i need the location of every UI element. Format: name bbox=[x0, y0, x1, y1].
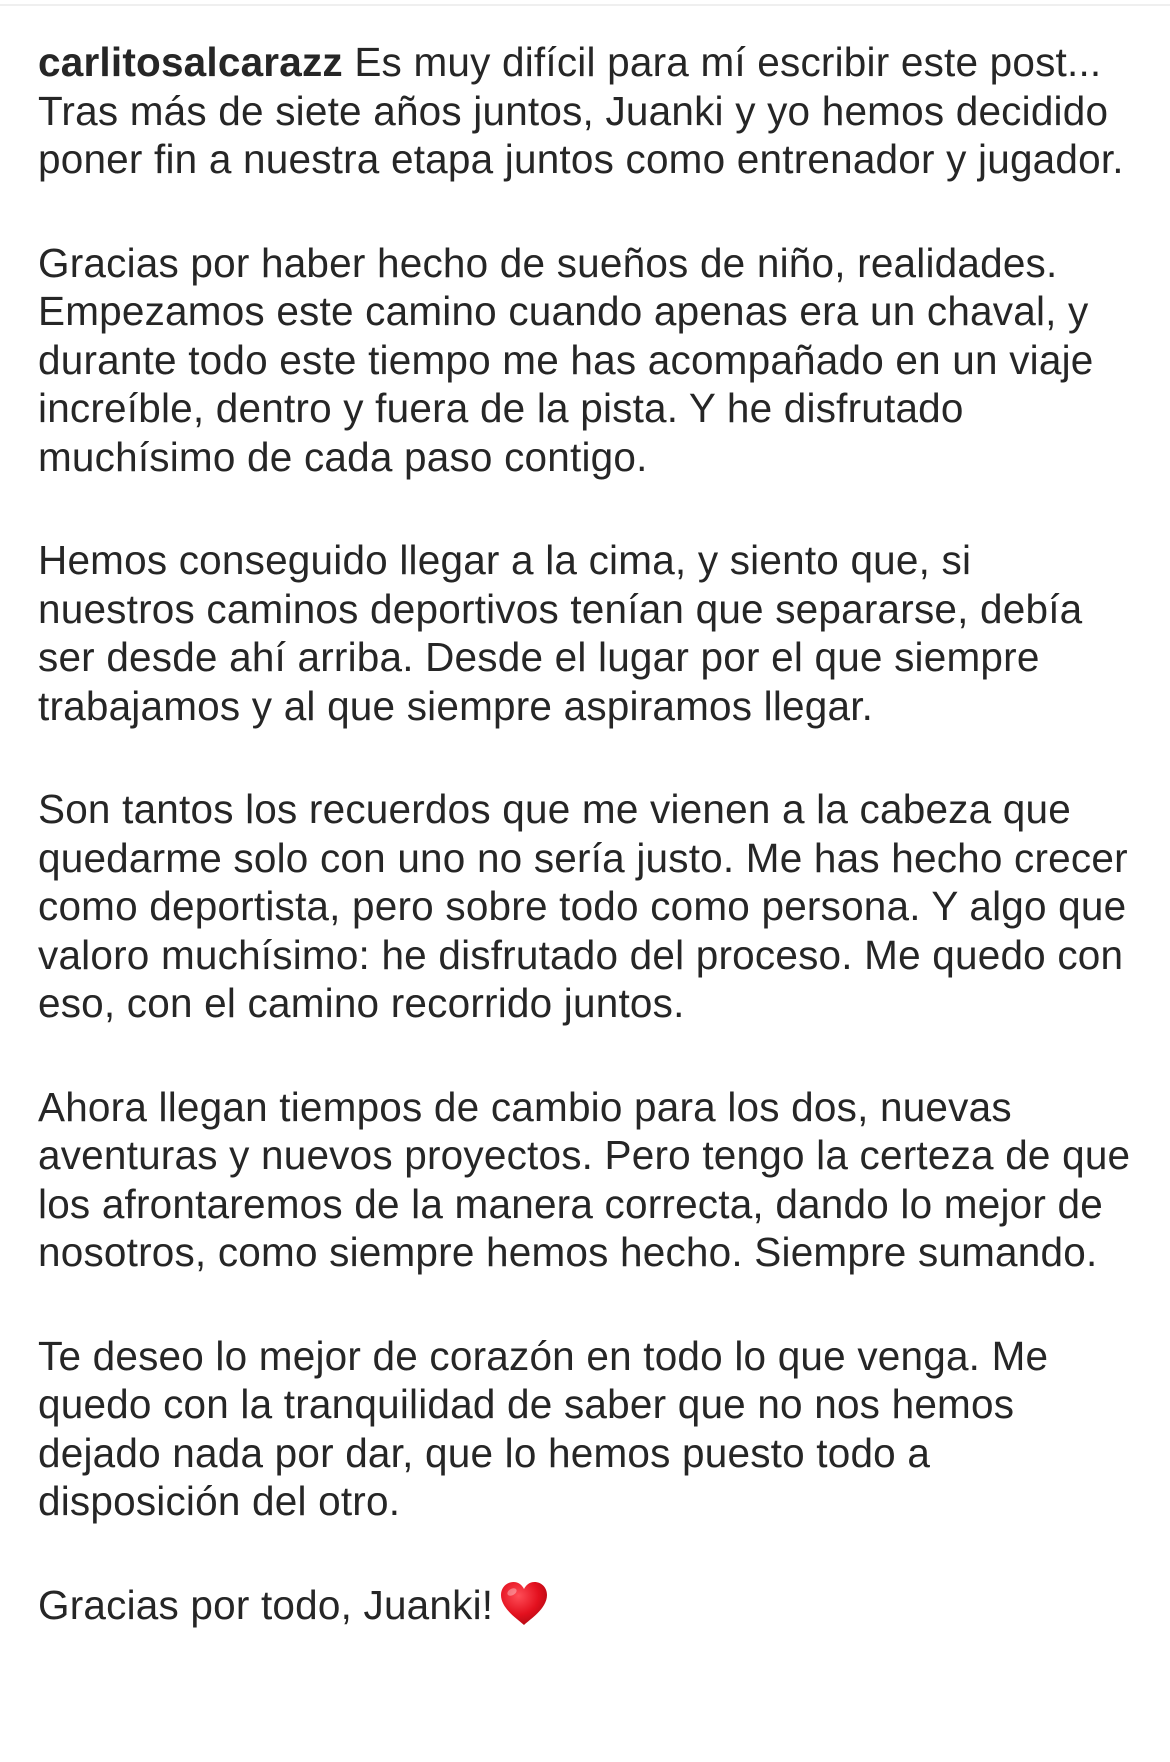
caption-paragraph-intro bbox=[38, 38, 1138, 184]
intro-text: Es muy difícil para mí escribir este post... Tras más de siete años juntos, Juanki y yo hemos decidido poner fin a nuestra etapa juntos como entrenador y jugador. bbox=[38, 39, 1124, 182]
post-caption bbox=[38, 38, 1138, 1629]
closing-text: Gracias por todo, Juanki! bbox=[38, 1581, 494, 1628]
caption-paragraph-2: Hemos conseguido llegar a la cima, y siento que, si nuestros caminos deportivos tenían que separarse, debía ser desde ahí arriba. Desde el lugar por el que siempre trabajamos y al que siempre aspiramos llegar. bbox=[38, 537, 1083, 729]
caption-paragraph-4: Ahora llegan tiempos de cambio para los dos, nuevas aventuras y nuevos proyectos. Pero tengo la certeza de que los afrontaremos de la manera correcta, dando lo mejor de nosotros, como siempre hemos hecho. Siempre sumando. bbox=[38, 1083, 1131, 1275]
top-divider bbox=[0, 4, 1170, 6]
username-link[interactable]: carlitosalcarazz bbox=[38, 39, 343, 85]
caption-paragraph-closing bbox=[38, 1581, 1138, 1630]
caption-paragraph-1: Gracias por haber hecho de sueños de niño, realidades. Empezamos este camino cuando apenas era un chaval, y durante todo este tiempo me has acompañado en un viaje increíble, dentro y fuera de la pista. Y he disfrutado muchísimo de cada paso contigo. bbox=[38, 239, 1094, 480]
caption-paragraph-3: Son tantos los recuerdos que me vienen a la cabeza que quedarme solo con uno no sería justo. Me has hecho crecer como deportista, pero sobre todo como persona. Y algo que valoro muchísimo: he disfrutado del proceso. Me quedo con eso, con el camino recorrido juntos. bbox=[38, 786, 1128, 1026]
red-heart-icon bbox=[499, 1581, 549, 1627]
caption-paragraph-5: Te deseo lo mejor de corazón en todo lo que venga. Me quedo con la tranquilidad de saber que no nos hemos dejado nada por dar, que lo hemos puesto todo a disposición del otro. bbox=[38, 1332, 1049, 1524]
